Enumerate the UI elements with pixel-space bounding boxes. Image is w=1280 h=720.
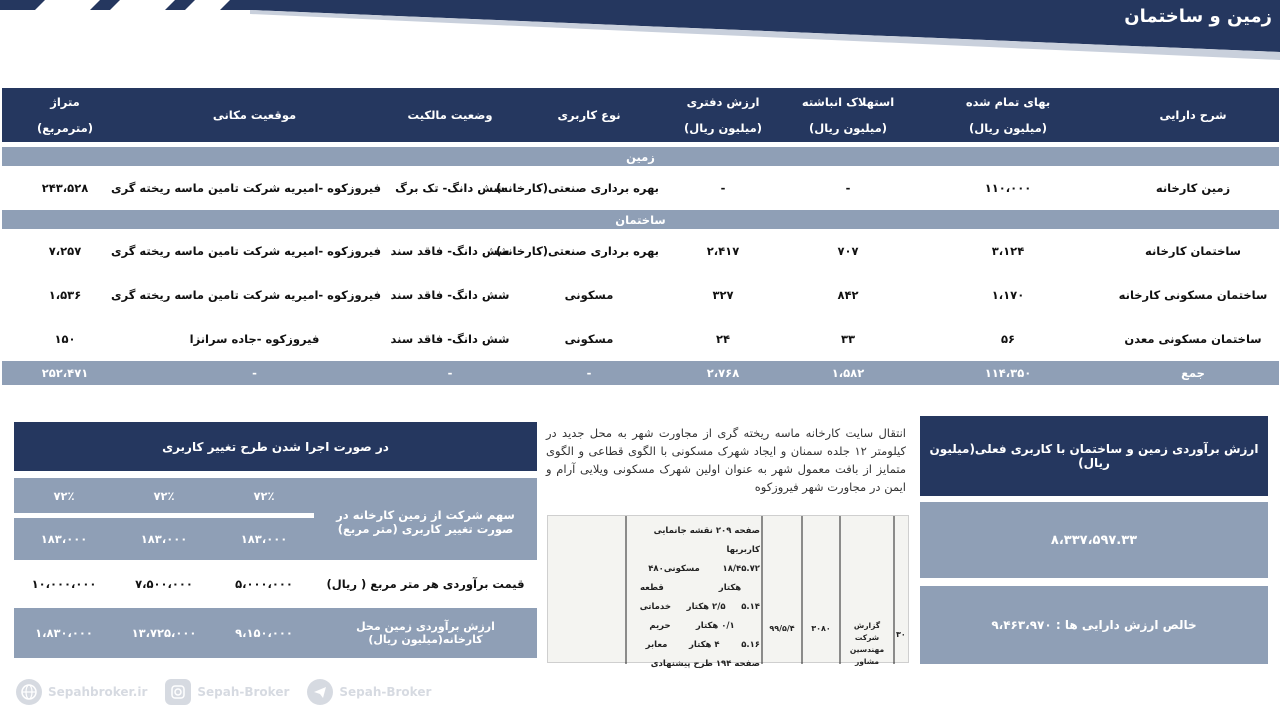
price-label: قیمت برآوردی هر متر مربع ( ریال) bbox=[314, 560, 537, 608]
cell-depreciation: - bbox=[845, 181, 851, 195]
header-usage: نوع کاربری bbox=[519, 88, 659, 142]
cell-area: ۲۵۲،۴۷۱ bbox=[2, 361, 128, 385]
land-value: ۱۳،۷۲۵،۰۰۰ bbox=[114, 608, 214, 658]
scan-cell: ۵.۷۲ bbox=[741, 564, 760, 574]
scan-cell: مسکونی bbox=[663, 564, 700, 574]
header-cost: بهای تمام شده (میلیون ریال) bbox=[909, 88, 1107, 142]
cell-ownership: شش دانگ- فاقد سند bbox=[390, 244, 510, 258]
cell-ownership: - bbox=[381, 361, 519, 385]
cell-ownership: شش دانگ- فاقد سند bbox=[390, 332, 510, 346]
scenario-row-price bbox=[14, 560, 537, 608]
cell-cost: ۵۶ bbox=[1000, 332, 1016, 346]
scan-cell: ۵.۱۴ bbox=[741, 602, 760, 612]
cell-usage: بهره برداری صنعتی(کارخانه) bbox=[496, 181, 659, 195]
scanned-document-image bbox=[547, 515, 909, 669]
table-row bbox=[2, 166, 1279, 210]
share-percent: ۷۲٪ bbox=[114, 478, 214, 518]
scan-cell: ۲/۵ هکتار bbox=[686, 602, 726, 612]
relocation-description: انتقال سایت کارخانه ماسه ریخته گری از مجاورت شهر به محل جدید در کیلومتر ۱۲ جلده سمنان و ایجاد شهرک مسکونی با الگوی قطاعی و الگوی متمایز از بافت معمول شهر به عنوان اولین شهرک مسکونی ویلایی آرام و ایمن در مجاورت شهر فیروزکوه bbox=[546, 426, 906, 494]
cell-cost: ۱۱۴،۳۵۰ bbox=[909, 361, 1107, 385]
scan-cell: ۱۸/۴ هکتار bbox=[718, 564, 742, 593]
cell-depreciation: ۸۴۲ bbox=[837, 288, 859, 302]
section-land bbox=[2, 147, 1279, 166]
scan-row bbox=[624, 617, 760, 636]
page-title: زمین و ساختمان bbox=[1124, 6, 1272, 27]
cell-cost: ۱،۱۷۰ bbox=[991, 288, 1025, 302]
cell-cost: ۱۱۰،۰۰۰ bbox=[984, 181, 1032, 195]
section-building bbox=[2, 210, 1279, 229]
scan-cell: ۴ هکتار bbox=[689, 640, 720, 650]
cell-description: ساختمان کارخانه bbox=[1145, 244, 1241, 258]
header-area: متراژ (مترمربع) bbox=[2, 88, 128, 142]
instagram-icon bbox=[165, 679, 191, 705]
scan-party: گزارش شرکت مهندسین مشاور bbox=[849, 621, 885, 666]
cell-depreciation: ۷۰۷ bbox=[837, 244, 859, 258]
scan-title: صفحه ۲۰۹ نقشه جانمایی کاربریها bbox=[653, 526, 760, 555]
estimate-title-box: ارزش برآوردی زمین و ساختمان با کاربری فعلی(میلیون ریال) bbox=[920, 416, 1268, 496]
scenario-row-share bbox=[14, 478, 537, 536]
scan-footer: صفحه ۱۹۴ طرح پیشنهادی bbox=[650, 659, 760, 669]
cell-location: فیروزکوه -جاده سرانزا bbox=[189, 332, 320, 346]
header-banner bbox=[0, 0, 1280, 60]
header-depreciation: استهلاک انباشته (میلیون ریال) bbox=[787, 88, 909, 142]
share-percent: ۷۲٪ bbox=[214, 478, 314, 518]
cell-area: ۷،۲۵۷ bbox=[48, 244, 82, 258]
cell-depreciation: ۱،۵۸۲ bbox=[787, 361, 909, 385]
estimate-value-box: ۸،۳۳۷،۵۹۷.۳۳ bbox=[920, 502, 1268, 578]
cell-book-value: ۳۲۷ bbox=[712, 288, 734, 302]
share-percent: ۷۲٪ bbox=[14, 478, 114, 518]
cell-area: ۱،۵۳۶ bbox=[48, 288, 82, 302]
scan-date: ۹۹/۵/۴ bbox=[769, 624, 795, 633]
cell-area: ۲۴۳،۵۲۸ bbox=[41, 181, 89, 195]
value-label: ارزش برآوردی زمین محل کارخانه(میلیون ریال) bbox=[314, 608, 537, 658]
telegram-icon bbox=[307, 679, 333, 705]
globe-icon bbox=[16, 679, 42, 705]
cell-usage: مسکونی bbox=[564, 288, 614, 302]
cell-description: جمع bbox=[1107, 361, 1279, 385]
cell-usage: - bbox=[519, 361, 659, 385]
cell-description: ساختمان مسکونی کارخانه bbox=[1118, 288, 1268, 302]
table-row bbox=[2, 229, 1279, 273]
table-row bbox=[2, 273, 1279, 317]
scan-cell: معابر bbox=[645, 640, 668, 650]
price-value: ۱۰،۰۰۰،۰۰۰ bbox=[14, 560, 114, 608]
telegram-link[interactable]: Sepah-Broker bbox=[307, 679, 431, 705]
cell-ownership: شش دانگ- فاقد سند bbox=[390, 288, 510, 302]
total-row bbox=[2, 361, 1279, 385]
share-label: سهم شرکت از زمین کارخانه در صورت تغییر کاربری (متر مربع) bbox=[314, 478, 537, 565]
cell-book-value: ۲،۷۶۸ bbox=[659, 361, 787, 385]
table-header-row bbox=[2, 88, 1279, 142]
assets-table bbox=[2, 88, 1279, 385]
share-area: ۱۸۳،۰۰۰ bbox=[114, 518, 214, 560]
header-description: شرح دارایی bbox=[1107, 88, 1279, 142]
header-ownership: وضعیت مالکیت bbox=[381, 88, 519, 142]
scan-page: ۳۰ bbox=[896, 630, 906, 639]
cell-location: فیروزکوه -امیریه شرکت تامین ماسه ریخته گری bbox=[111, 244, 381, 258]
scan-row bbox=[624, 598, 760, 617]
table-row bbox=[2, 317, 1279, 361]
cell-book-value: ۲،۴۱۷ bbox=[706, 244, 740, 258]
cell-ownership: شش دانگ- تک برگ bbox=[395, 181, 505, 195]
section-label: ساختمان bbox=[2, 210, 1279, 229]
cell-location: فیروزکوه -امیریه شرکت تامین ماسه ریخته گری bbox=[111, 181, 381, 195]
cell-cost: ۳،۱۲۴ bbox=[991, 244, 1025, 258]
scan-cell: خدماتی bbox=[639, 602, 671, 612]
instagram-link[interactable]: Sepah-Broker bbox=[165, 679, 289, 705]
land-use-change-scenario bbox=[14, 422, 537, 658]
land-value: ۱،۸۳۰،۰۰۰ bbox=[14, 608, 114, 658]
scan-row bbox=[624, 636, 760, 655]
section-label: زمین bbox=[2, 147, 1279, 166]
cell-area: ۱۵۰ bbox=[54, 332, 76, 346]
scenario-header: در صورت اجرا شدن طرح تغییر کاربری bbox=[14, 422, 537, 471]
cell-book-value: - bbox=[720, 181, 726, 195]
cell-description: ساختمان مسکونی معدن bbox=[1124, 332, 1262, 346]
scan-cell: ۰/۱ هکتار bbox=[695, 621, 735, 631]
header-book-value: ارزش دفتری (میلیون ریال) bbox=[659, 88, 787, 142]
share-area: ۱۸۳،۰۰۰ bbox=[14, 518, 114, 560]
share-area: ۱۸۳،۰۰۰ bbox=[214, 518, 314, 560]
cell-location: - bbox=[128, 361, 381, 385]
cell-description: زمین کارخانه bbox=[1155, 181, 1231, 195]
land-value: ۹،۱۵۰،۰۰۰ bbox=[214, 608, 314, 658]
scan-number: ۳۰۸۰ bbox=[811, 624, 831, 633]
website-link[interactable]: Sepahbroker.ir bbox=[16, 679, 147, 705]
net-asset-value-box: خالص ارزش دارایی ها : ۹،۴۶۳،۹۷۰ bbox=[920, 586, 1268, 664]
scenario-row-value bbox=[14, 608, 537, 658]
scan-row bbox=[624, 560, 760, 598]
price-value: ۵،۰۰۰،۰۰۰ bbox=[214, 560, 314, 608]
scan-cell: ۵.۱۶ bbox=[741, 640, 760, 650]
social-footer bbox=[16, 676, 431, 708]
cell-book-value: ۲۴ bbox=[715, 332, 731, 346]
price-value: ۷،۵۰۰،۰۰۰ bbox=[114, 560, 214, 608]
header-location: موقعیت مکانی bbox=[128, 88, 381, 142]
cell-usage: بهره برداری صنعتی(کارخانه) bbox=[496, 244, 659, 258]
cell-depreciation: ۳۳ bbox=[840, 332, 856, 346]
scan-cell: حریم bbox=[649, 621, 671, 631]
scan-cell: ۴۸۰ قطعه bbox=[640, 564, 664, 593]
cell-location: فیروزکوه -امیریه شرکت تامین ماسه ریخته گری bbox=[111, 288, 381, 302]
cell-usage: مسکونی bbox=[564, 332, 614, 346]
